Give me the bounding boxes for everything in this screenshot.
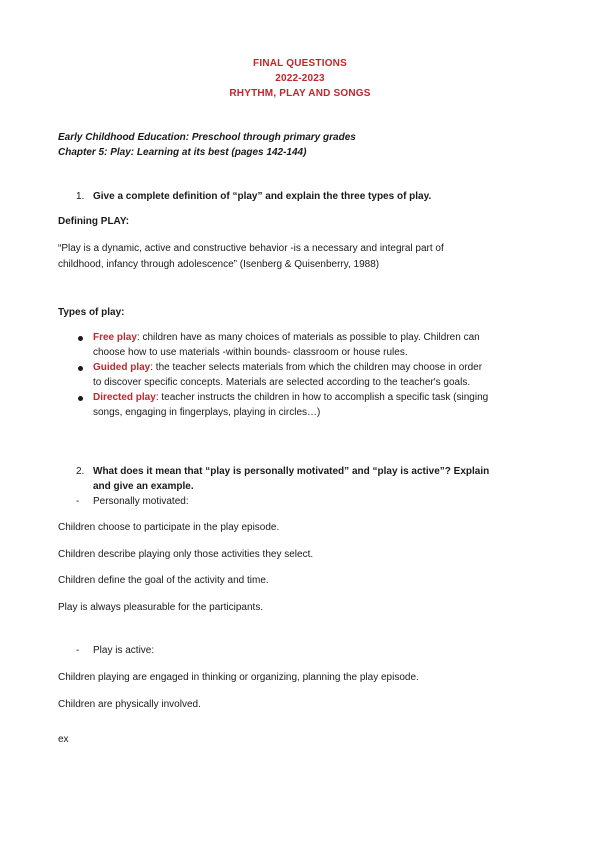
defining-heading: Defining PLAY: xyxy=(58,216,130,227)
free-play-desc-line-2: choose how to use materials -within bounds- classroom or house rules. xyxy=(93,347,408,358)
active-point: Children are physically involved. xyxy=(58,699,201,710)
motivated-label: Personally motivated: xyxy=(93,496,189,507)
directed-play-desc-line-2: songs, engaging in fingerplays, playing in circles…) xyxy=(93,407,321,418)
question-2-number: 2. xyxy=(76,466,85,477)
active-dash: - xyxy=(76,645,80,656)
header-year: 2022-2023 xyxy=(275,73,325,84)
guided-play-desc-line-1: : the teacher selects materials from which the children may choose in order xyxy=(150,362,483,373)
example-text: ex xyxy=(58,734,69,745)
free-play-term: Free play xyxy=(93,332,137,343)
list-item xyxy=(93,390,488,405)
definition-quote-line-2: childhood, infancy through adolescence” (Isenberg & Quisenberry, 1988) xyxy=(58,259,380,270)
motivated-point: Children describe playing only those activities they select. xyxy=(58,549,314,560)
question-2-line-2: and give an example. xyxy=(93,481,194,492)
bullet-icon xyxy=(78,336,83,341)
header-title: FINAL QUESTIONS xyxy=(253,58,347,69)
motivated-dash: - xyxy=(76,496,80,507)
question-1-number: 1. xyxy=(76,191,85,202)
bullet-icon xyxy=(78,366,83,371)
free-play-desc-line-1: : children have as many choices of materials as possible to play. Children can xyxy=(136,332,480,343)
active-point: Children playing are engaged in thinking or organizing, planning the play episode. xyxy=(58,672,419,683)
guided-play-desc-line-2: to discover specific concepts. Materials are selected according to the teacher's goals. xyxy=(93,377,471,388)
motivated-point: Children define the goal of the activity and time. xyxy=(58,575,269,586)
directed-play-desc-line-1: : teacher instructs the children in how to accomplish a specific task (singing xyxy=(155,392,489,403)
active-label: Play is active: xyxy=(93,645,155,656)
header-subject: RHYTHM, PLAY AND SONGS xyxy=(229,88,371,99)
list-item xyxy=(93,360,482,375)
question-1-text: Give a complete definition of “play” and explain the three types of play. xyxy=(93,191,432,202)
question-2-line-1: What does it mean that “play is personally motivated” and “play is active”? Explain xyxy=(93,466,490,477)
types-heading: Types of play: xyxy=(58,307,125,318)
book-title: Early Childhood Education: Preschool through primary grades xyxy=(58,132,356,143)
definition-quote-line-1: “Play is a dynamic, active and constructive behavior -is a necessary and integral part of xyxy=(58,243,444,254)
guided-play-term: Guided play xyxy=(93,362,151,373)
directed-play-term: Directed play xyxy=(93,392,156,403)
motivated-point: Children choose to participate in the play episode. xyxy=(58,522,280,533)
motivated-point: Play is always pleasurable for the participants. xyxy=(58,602,264,613)
bullet-icon xyxy=(78,396,83,401)
chapter-title: Chapter 5: Play: Learning at its best (pages 142-144) xyxy=(58,147,307,158)
list-item xyxy=(93,330,480,345)
